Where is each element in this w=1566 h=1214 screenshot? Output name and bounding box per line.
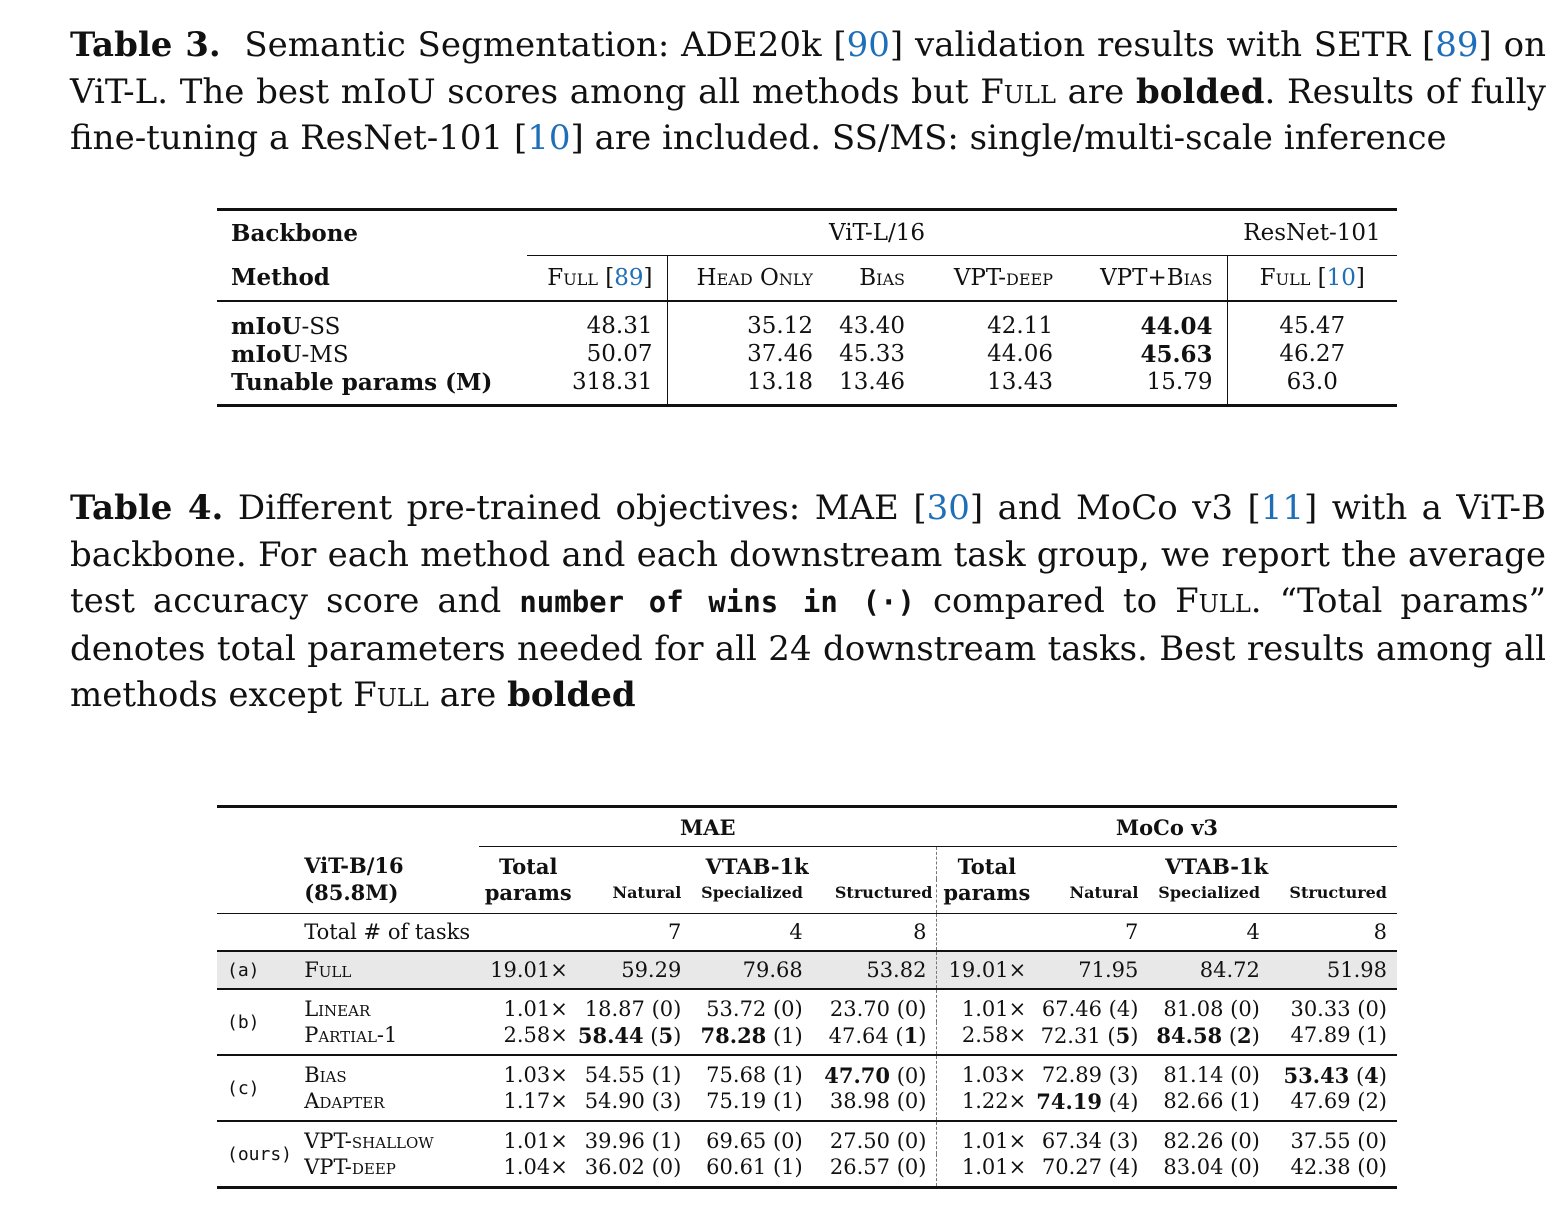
table-cell: 78.28 (1)	[700, 1022, 803, 1048]
backbone-label: Backbone	[231, 219, 359, 247]
table-cell: 318.31	[527, 368, 667, 406]
vit-group-header: ViT-L/16	[527, 210, 1227, 256]
table-cell: 1.01×	[961, 1129, 1027, 1153]
table-cell: 1.01×	[961, 997, 1027, 1021]
table-cell: 35.12	[747, 313, 813, 339]
caption-text: are	[428, 675, 508, 715]
method-header: VPT-deep	[919, 256, 1067, 302]
table-cell: 50.07	[527, 340, 667, 368]
table-cell: 53.43 (4)	[1283, 1062, 1387, 1088]
task-count: 7	[1125, 920, 1139, 944]
table4-caption	[70, 485, 1546, 719]
caption-method-name: Full	[353, 675, 429, 715]
caption-method-name: Full	[1175, 581, 1251, 621]
method-header: VPT+Bias	[1067, 256, 1227, 302]
natural-header: Natural	[1069, 882, 1139, 902]
task-count: 7	[667, 920, 682, 944]
method-header: Full [10]	[1227, 256, 1397, 302]
table-cell: 1.04×	[503, 1155, 568, 1179]
method-header: Head Only	[667, 256, 827, 302]
citation-link[interactable]: 89	[1435, 25, 1479, 65]
group-tag: (b)	[227, 1011, 260, 1033]
caption-text: ] on ViT-L. The best mIoU scores among all methods but	[70, 25, 1546, 112]
table-cell: 54.90 (3)	[584, 1089, 682, 1113]
caption-bold-word: bolded	[1135, 71, 1265, 112]
table-cell: 67.46 (4)	[1041, 997, 1139, 1021]
total-params-header: params	[943, 879, 1031, 905]
vtab-header: VTAB-1k	[578, 847, 937, 880]
table-cell: 47.64 (1)	[813, 1022, 937, 1055]
table-cell: 70.27 (4)	[1041, 1155, 1139, 1179]
table-cell: 13.43	[987, 369, 1053, 395]
vtab-header: VTAB-1k	[1165, 853, 1269, 879]
table-cell: 39.96 (1)	[584, 1129, 682, 1153]
table-cell: 1.03×	[961, 1063, 1027, 1087]
caption-text: ] and MoCo v3 [	[969, 488, 1261, 528]
total-params-header: Total	[957, 853, 1017, 879]
caption-text: ] are included. SS/MS: single/multi-scale inference	[570, 118, 1447, 158]
table-cell: 1.03×	[503, 1063, 568, 1087]
table-cell: 44.06	[987, 341, 1053, 367]
table-cell: 1.22×	[961, 1089, 1027, 1113]
caption-text: . Results of fully fine-tuning a ResNet-101 [	[70, 71, 1546, 158]
table-cell: 71.95	[1036, 951, 1148, 989]
table-cell: 36.02 (0)	[584, 1155, 682, 1179]
task-count: 4	[789, 920, 803, 944]
table-row	[217, 1154, 1397, 1188]
method-header: Full [89]	[527, 256, 667, 302]
table-cell: 69.65 (0)	[706, 1129, 803, 1153]
method-name: VPT-deep	[304, 1155, 396, 1179]
citation-link[interactable]: 10	[527, 118, 571, 158]
group-tag: (c)	[227, 1077, 260, 1099]
table-cell: 42.11	[987, 313, 1053, 339]
table-row	[217, 1022, 1397, 1055]
table-row	[217, 301, 1397, 340]
caption-bold-word: bolded	[507, 675, 636, 715]
caption-text: Semantic Segmentation: ADE20k [	[244, 25, 847, 65]
mae-group-header: MAE	[479, 807, 937, 847]
backbone-params: (85.8M)	[304, 879, 399, 905]
table-cell: 1.01×	[961, 1155, 1027, 1179]
citation-link[interactable]: 89	[614, 265, 644, 291]
table-cell: 26.57 (0)	[813, 1154, 937, 1188]
citation-link[interactable]: 11	[1260, 488, 1304, 528]
natural-header: Natural	[612, 882, 682, 902]
table-cell: 37.46	[747, 341, 813, 367]
table-row	[217, 951, 1397, 989]
table-cell: 27.50 (0)	[813, 1121, 937, 1154]
method-header: Bias	[827, 256, 919, 302]
table-cell: 23.70 (0)	[813, 989, 937, 1022]
method-name: Partial-1	[304, 1023, 398, 1047]
table-cell: 44.04	[1067, 301, 1227, 340]
table-cell: 1.17×	[503, 1089, 568, 1113]
caption-text: compared to	[914, 581, 1176, 621]
caption-text: are	[1055, 71, 1136, 112]
table4	[217, 805, 1397, 1189]
table-cell: 82.66 (1)	[1163, 1089, 1260, 1113]
row-label: Tunable params (M)	[231, 368, 493, 396]
table-cell: 72.89 (3)	[1041, 1063, 1139, 1087]
table3	[217, 208, 1397, 407]
table-cell: 1.01×	[503, 1129, 568, 1153]
table-row	[217, 1121, 1397, 1154]
table-cell: 75.68 (1)	[706, 1063, 803, 1087]
table3-caption	[70, 22, 1546, 162]
table-cell: 81.14 (0)	[1163, 1063, 1260, 1087]
table-cell: 45.47	[1279, 313, 1346, 339]
table4-caption-label: Table 4.	[70, 488, 224, 528]
table-cell: 37.55 (0)	[1290, 1129, 1387, 1153]
backbone-label: ViT-B/16	[304, 853, 404, 879]
table-row	[217, 340, 1397, 368]
table-cell: 63.0	[1286, 369, 1338, 395]
table-cell: 74.19 (4)	[1036, 1088, 1139, 1114]
row-label: mIoU-MS	[231, 340, 349, 368]
task-count: 8	[1373, 920, 1387, 944]
caption-text: Different pre-trained objectives: MAE [	[237, 488, 927, 528]
table-cell: 60.61 (1)	[706, 1155, 803, 1179]
structured-header: Structured	[813, 879, 937, 914]
table-cell: 84.72	[1148, 951, 1269, 989]
table-cell: 45.63	[1067, 340, 1227, 368]
total-params-header: params	[484, 879, 572, 905]
table-cell: 2.58×	[503, 1023, 568, 1047]
table-cell: 47.89 (1)	[1290, 1023, 1387, 1047]
specialized-header: Specialized	[701, 882, 803, 902]
table-cell: 53.72 (0)	[706, 997, 803, 1021]
table-cell: 18.87 (0)	[584, 997, 682, 1021]
specialized-header: Specialized	[1158, 882, 1260, 902]
table-cell: 38.98 (0)	[813, 1088, 937, 1121]
tasks-label: Total # of tasks	[304, 920, 471, 944]
table-cell: 46.27	[1279, 341, 1346, 367]
method-name: Full	[304, 951, 478, 989]
table-cell: 1.01×	[503, 997, 568, 1021]
resnet-group-header: ResNet-101	[1227, 210, 1397, 256]
table-row	[217, 1088, 1397, 1121]
row-label: mIoU-SS	[231, 312, 341, 340]
table-cell: 53.82	[813, 951, 937, 989]
citation-link[interactable]: 10	[1326, 265, 1356, 291]
table-cell: 72.31 (5)	[1040, 1022, 1139, 1048]
table-cell: 54.55 (1)	[584, 1063, 682, 1087]
caption-text: . “Total params” denotes total parameters needed for all 24 downstream tasks. Best results among all methods except	[70, 581, 1547, 715]
table-cell: 79.68	[691, 951, 812, 989]
structured-header: Structured	[1289, 882, 1387, 902]
table-row	[217, 1055, 1397, 1088]
task-count: 8	[813, 914, 937, 952]
task-count: 4	[1246, 920, 1260, 944]
total-params-header: Total	[498, 853, 558, 879]
method-label: Method	[217, 256, 527, 302]
table-cell: 43.40	[839, 313, 905, 339]
table-cell: 2.58×	[961, 1023, 1027, 1047]
caption-text: ] with a ViT-B backbone. For each method and each downstream task group, we report the average test accuracy score and	[70, 488, 1546, 621]
table-cell: 59.29	[578, 951, 691, 989]
table-cell: 19.01×	[937, 951, 1036, 989]
table-cell: 82.26 (0)	[1163, 1129, 1260, 1153]
table-cell: 75.19 (1)	[706, 1089, 803, 1113]
table3-caption-label: Table 3.	[70, 25, 221, 65]
table-cell: 47.70 (0)	[813, 1055, 937, 1088]
table-cell: 84.58 (2)	[1156, 1022, 1260, 1048]
table-cell: 47.69 (2)	[1290, 1089, 1387, 1113]
citation-link[interactable]: 30	[926, 488, 970, 528]
table-row	[217, 368, 1397, 406]
table-cell: 30.33 (0)	[1290, 997, 1387, 1021]
table-cell: 13.18	[747, 369, 813, 395]
group-tag: (a)	[217, 951, 304, 989]
table-cell: 13.46	[839, 369, 905, 395]
group-tag: (ours)	[227, 1143, 293, 1165]
method-name: VPT-shallow	[304, 1129, 434, 1153]
table-cell: 67.34 (3)	[1041, 1129, 1139, 1153]
moco-group-header: MoCo v3	[937, 807, 1397, 847]
table-cell: 42.38 (0)	[1290, 1155, 1387, 1179]
table-cell: 51.98	[1270, 951, 1397, 989]
table-row	[217, 989, 1397, 1022]
caption-code-text: number of wins in (·)	[519, 585, 915, 619]
method-name: Adapter	[304, 1089, 385, 1113]
table-cell: 15.79	[1067, 368, 1227, 406]
caption-method-name: Full	[980, 71, 1056, 112]
table-cell: 45.33	[839, 341, 905, 367]
citation-link[interactable]: 90	[846, 25, 890, 65]
table-cell: 48.31	[527, 301, 667, 340]
table-cell: 83.04 (0)	[1163, 1155, 1260, 1179]
table-cell: 19.01×	[479, 951, 578, 989]
table-cell: 58.44 (5)	[577, 1022, 682, 1048]
method-name: Linear	[304, 997, 371, 1021]
table-cell: 81.08 (0)	[1163, 997, 1260, 1021]
method-name: Bias	[304, 1063, 347, 1087]
caption-text: ] validation results with SETR [	[889, 25, 1436, 65]
